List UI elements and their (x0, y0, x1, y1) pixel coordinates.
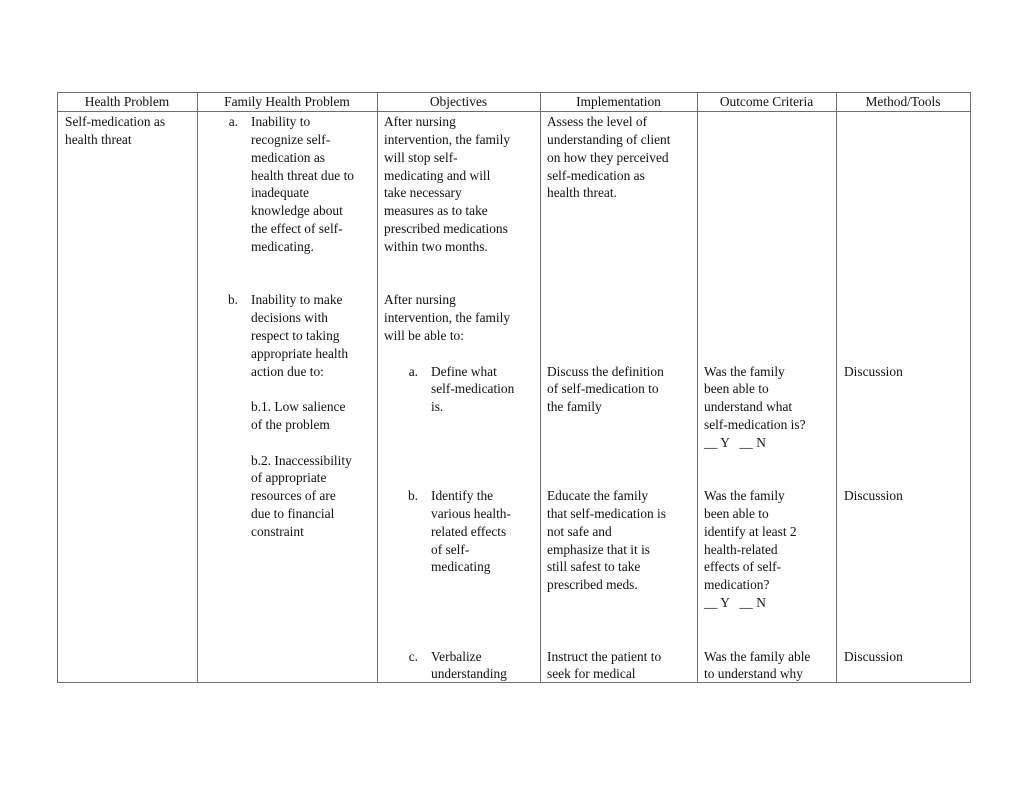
cell-text: emphasize that it is (547, 542, 651, 557)
cell-text: Identify the (431, 488, 494, 503)
cell-text: understand what (704, 399, 793, 414)
cell-text: intervention, the family (384, 132, 511, 147)
cell-text: measures as to take (384, 203, 488, 218)
cell-text: appropriate health (251, 346, 349, 361)
cell-text: health-related (704, 542, 778, 557)
cell-text: due to financial (251, 506, 335, 521)
cell-text: understanding (431, 666, 507, 681)
list-marker: c. (408, 649, 418, 664)
cell-text: not safe and (547, 524, 612, 539)
cell-text: Discussion (844, 488, 903, 503)
cell-text: respect to taking (251, 328, 340, 343)
cell-text: Discussion (844, 364, 903, 379)
cell-text: take necessary (384, 185, 462, 200)
column-divider (836, 92, 837, 683)
yes-no-checkline: __ Y __ N (704, 435, 766, 450)
header-implementation: Implementation (576, 94, 661, 109)
cell-text: Educate the family (547, 488, 649, 503)
cell-text: the effect of self- (251, 221, 343, 236)
cell-text: Was the family able (704, 649, 811, 664)
cell-text: medication as (251, 150, 325, 165)
cell-text: Self-medication as (65, 114, 166, 129)
cell-text: been able to (704, 381, 769, 396)
cell-text: health threat. (547, 185, 617, 200)
cell-text: still safest to take (547, 559, 641, 574)
cell-text: Assess the level of (547, 114, 648, 129)
cell-text: medicating and will (384, 168, 491, 183)
cell-text: to understand why (704, 666, 803, 681)
cell-text: medicating (431, 559, 491, 574)
column-divider (377, 92, 378, 683)
cell-text: of appropriate (251, 470, 327, 485)
cell-text: identify at least 2 (704, 524, 797, 539)
cell-text: decisions with (251, 310, 328, 325)
cell-text: self-medication is? (704, 417, 806, 432)
cell-text: b.1. Low salience (251, 399, 346, 414)
yes-no-checkline: __ Y __ N (704, 595, 766, 610)
header-row-divider (57, 111, 971, 112)
cell-text: within two months. (384, 239, 488, 254)
cell-text: Discuss the definition (547, 364, 664, 379)
list-marker: a. (408, 364, 418, 379)
cell-text: Inability to make (251, 292, 343, 307)
cell-text: the family (547, 399, 602, 414)
cell-text: Was the family (704, 364, 785, 379)
list-marker: b. (227, 292, 238, 307)
header-family-health-problem: Family Health Problem (224, 94, 350, 109)
cell-text: of self- (431, 542, 470, 557)
cell-text: recognize self- (251, 132, 331, 147)
cell-text: various health- (431, 506, 511, 521)
cell-text: is. (431, 399, 444, 414)
cell-text: will stop self- (384, 150, 458, 165)
cell-text: Discussion (844, 649, 903, 664)
cell-text: Verbalize (431, 649, 482, 664)
cell-text: medication? (704, 577, 770, 592)
cell-text: b.2. Inaccessibility (251, 453, 352, 468)
cell-text: constraint (251, 524, 304, 539)
cell-text: been able to (704, 506, 769, 521)
list-marker: b. (407, 488, 418, 503)
column-divider (697, 92, 698, 683)
table-border-left (57, 92, 58, 683)
header-outcome-criteria: Outcome Criteria (719, 94, 814, 109)
cell-text: seek for medical (547, 666, 636, 681)
cell-text: of self-medication to (547, 381, 659, 396)
cell-text: health threat due to (251, 168, 354, 183)
header-objectives: Objectives (429, 94, 488, 109)
cell-text: After nursing (384, 292, 456, 307)
header-health-problem: Health Problem (84, 94, 170, 109)
table-border-right (970, 92, 971, 683)
cell-text: understanding of client (547, 132, 671, 147)
cell-text: prescribed meds. (547, 577, 638, 592)
header-method-tools: Method/Tools (865, 94, 941, 109)
cell-text: Was the family (704, 488, 785, 503)
cell-text: Instruct the patient to (547, 649, 662, 664)
column-divider (540, 92, 541, 683)
cell-text: self-medication (431, 381, 515, 396)
cell-text: After nursing (384, 114, 456, 129)
cell-text: health threat (65, 132, 132, 147)
column-divider (197, 92, 198, 683)
cell-text: Inability to (251, 114, 311, 129)
cell-text: related effects (431, 524, 507, 539)
table-border-bottom (57, 682, 971, 683)
cell-text: Define what (431, 364, 497, 379)
cell-text: that self-medication is (547, 506, 666, 521)
cell-text: will be able to: (384, 328, 464, 343)
cell-text: knowledge about (251, 203, 343, 218)
cell-text: inadequate (251, 185, 309, 200)
cell-text: resources of are (251, 488, 336, 503)
cell-text: effects of self- (704, 559, 782, 574)
cell-text: self-medication as (547, 168, 645, 183)
cell-text: intervention, the family (384, 310, 511, 325)
cell-text: prescribed medications (384, 221, 508, 236)
cell-text: medicating. (251, 239, 314, 254)
cell-text: of the problem (251, 417, 330, 432)
cell-text: on how they perceived (547, 150, 669, 165)
cell-text: action due to: (251, 364, 324, 379)
list-marker: a. (228, 114, 238, 129)
